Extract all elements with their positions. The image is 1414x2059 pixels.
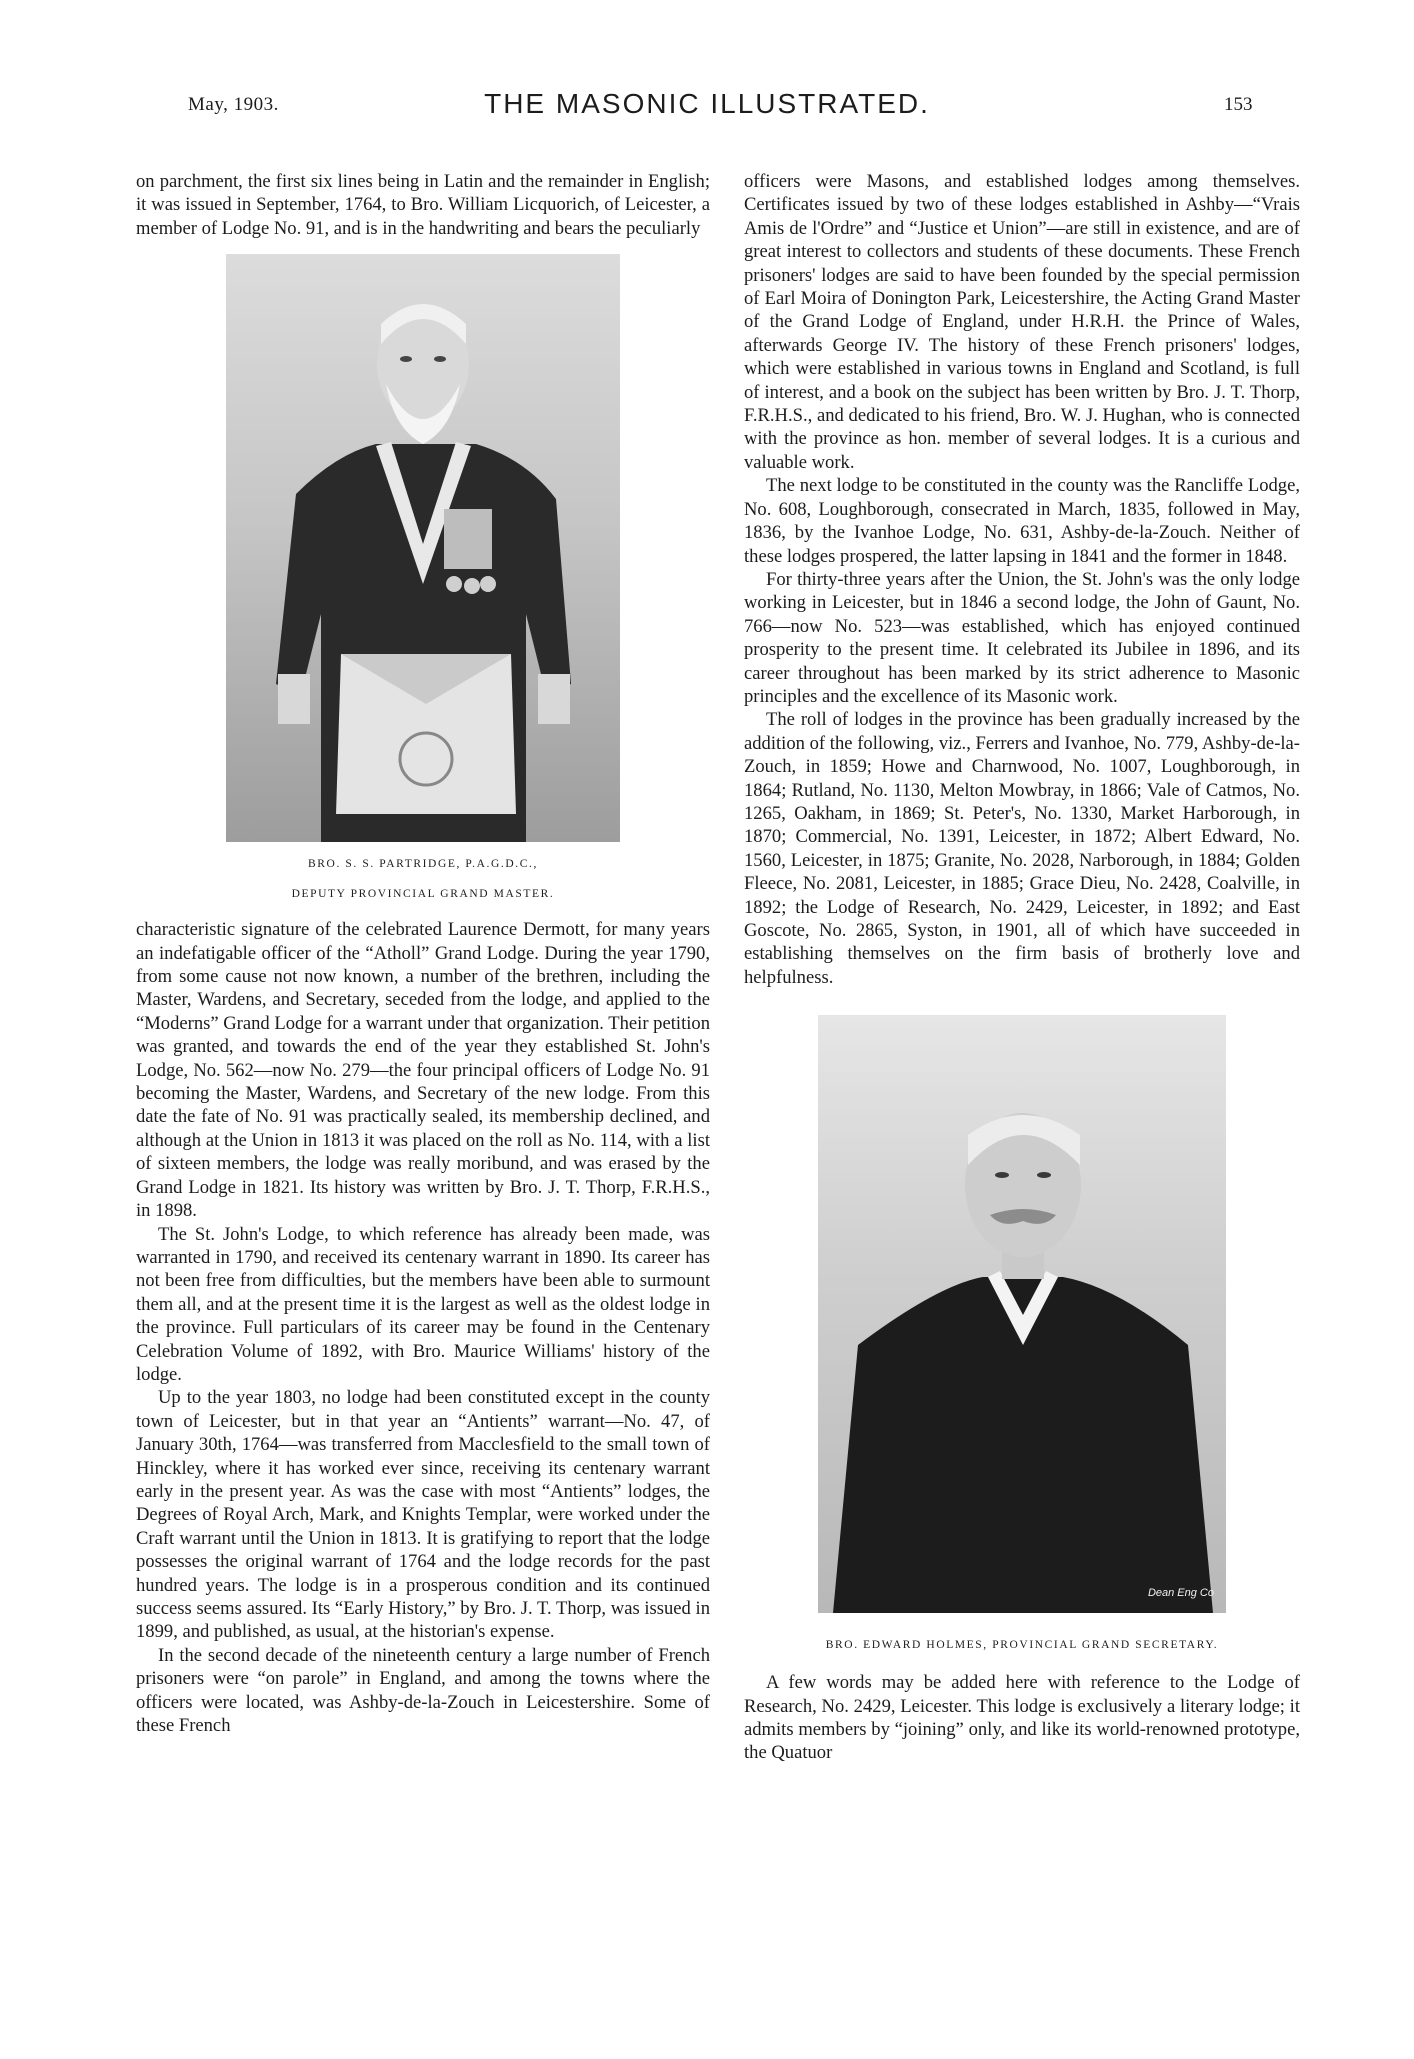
- portrait-illustration: [226, 254, 620, 842]
- figure-caption: BRO. EDWARD HOLMES, PROVINCIAL GRAND SECRETARY.: [825, 1639, 1219, 1652]
- portrait-illustration: [818, 1015, 1226, 1613]
- paragraph: The next lodge to be constituted in the county was the Rancliffe Lodge, No. 608, Loughborough, consecrated in March, 1835, followed in May, 1836, by the Ivanhoe Lodge, No. 631, Ashby-de-la-Zouch. Neither of these lodges prospered, the latter lapsing in 1841 and the former in 1848.: [744, 475, 1300, 567]
- paragraph: The St. John's Lodge, to which reference has already been made, was warranted in 1790, and received its centenary warrant in 1890. Its career has not been free from difficulties, but the members have been able to surmount them all, and at the present time it is the largest as well as the oldest lodge in the province. Full particulars of its career may be found in the Centenary Celebration Volume of 1892, with Bro. Maurice Williams' history of the lodge.: [136, 1223, 710, 1385]
- page-header: [0, 0, 1414, 160]
- paragraph: The roll of lodges in the province has been gradually increased by the addition of the following, viz., Ferrers and Ivanhoe, No. 779, Ashby-de-la-Zouch, in 1859; Howe and Charnwood, No. 1007, Loughborough, in 1864; Rutland, No. 1130, Melton Mowbray, in 1866; Vale of Catmos, No. 1265, Oakham, in 1869; St. Peter's, No. 1330, Market Harborough, in 1870; Commercial, No. 1391, Leicester, in 1872; Albert Edward, No. 1560, Leicester, in 1875; Granite, No. 2028, Narborough, in 1884; Golden Fleece, No. 2081, Leicester, in 1885; Grace Dieu, No. 2428, Coalville, in 1892; the Lodge of Research, No. 2429, Leicester, in 1892; and East Goscote, No. 2865, Syston, in 1901, all of which have succeeded in establishing themselves on the firm basis of brotherly love and helpfulness.: [744, 709, 1300, 988]
- paragraph: Up to the year 1803, no lodge had been constituted except in the county town of Leicester, but in that year an “Antients” warrant—No. 47, of January 30th, 1764—was transferred from Macclesfield to the small town of Hinckley, where it has worked ever since, receiving its centenary warrant early in the present year. As was the case with most “Antients” lodges, the Degrees of Royal Arch, Mark, and Knights Templar, were worked under the Craft warrant until the Union in 1813. It is gratifying to report that the lodge possesses the original warrant of 1764 and the lodge records for the past hundred years. The lodge is in a prosperous condition and its continued success seems assured. Its “Early History,” by Bro. J. T. Thorp, was issued in 1899, and published, as usual, at the historian's expense.: [136, 1387, 710, 1643]
- paragraph: characteristic signature of the celebrated Laurence Dermott, for many years an indefatigable officer of the “Atholl” Grand Lodge. During the year 1790, from some cause not now known, a number of the brethren, including the Master, Wardens, and Secretary, seceded from the lodge, and applied to the “Moderns” Grand Lodge for a warrant under that organization. Their petition was granted, and towards the end of the year they established St. John's Lodge, No. 562—now No. 279—the four principal officers of Lodge No. 91 becoming the Master, Wardens, and Secretary of the new lodge. From this date the fate of No. 91 was practically sealed, its membership declined, and although at the Union in 1813 it was placed on the roll as No. 114, with a list of sixteen members, the lodge was really moribund, and was erased by the Grand Lodge in 1821. Its history was written by Bro. J. T. Thorp, F.R.H.S., in 1898.: [136, 919, 710, 1222]
- figure-holmes: [744, 1015, 1300, 1653]
- figure-partridge: [136, 254, 710, 902]
- portrait-photo: [818, 1015, 1226, 1613]
- paragraph: In the second decade of the nineteenth century a large number of French prisoners were “on parole” in England, and among the towns where the officers were located, was Ashby-de-la-Zouch in Leicestershire. Some of these French: [136, 1644, 710, 1737]
- figure-caption-line: BRO. S. S. PARTRIDGE, P.A.G.D.C.,: [308, 858, 538, 871]
- figure-caption-line: DEPUTY PROVINCIAL GRAND MASTER.: [291, 888, 555, 901]
- paragraph: For thirty-three years after the Union, the St. John's was the only lodge working in Leicester, but in 1846 a second lodge, the John of Gaunt, No. 766—now No. 523—was established, which has enjoyed continued prosperity to the present time. It celebrated its Jubilee in 1896, and its career throughout has been marked by its strict adherence to Masonic principles and the excellence of its Masonic work.: [744, 568, 1300, 707]
- left-column: [136, 170, 710, 1737]
- paragraph: A few words may be added here with reference to the Lodge of Research, No. 2429, Leicester. This lodge is exclusively a literary lodge; it admits members by “joining” only, and like its world-renowned prototype, the Quatuor: [744, 1672, 1300, 1764]
- paragraph: officers were Masons, and established lodges among themselves. Certificates issued by two of these lodges established in Ashby—“Vrais Amis de l'Ordre” and “Justice et Union”—are still in existence, and are of great interest to collectors and students of these documents. These French prisoners' lodges are said to have been founded by the special permission of Earl Moira of Donington Park, Leicestershire, the Acting Grand Master of the Grand Lodge of England, under H.R.H. the Prince of Wales, afterwards George IV. The history of these French prisoners' lodges, which were established in various towns in England and Scotland, is full of interest, and a book on the subject has been written by Bro. J. T. Thorp, F.R.H.S., and dedicated to his friend, Bro. W. J. Hughan, who is connected with the province as hon. member of several lodges. It is a curious and valuable work.: [744, 171, 1300, 473]
- portrait-photo: [226, 254, 620, 842]
- right-column: [744, 170, 1300, 1765]
- publication-title: THE MASONIC ILLUSTRATED.: [484, 88, 930, 119]
- issue-date: May, 1903.: [188, 94, 279, 115]
- page-number: 153: [1224, 94, 1253, 115]
- paragraph: on parchment, the first six lines being in Latin and the remainder in English; it was issued in September, 1764, to Bro. William Licquorich, of Leicester, a member of Lodge No. 91, and is in the handwriting and bears the peculiarly: [136, 171, 710, 239]
- engraver-mark: Dean Eng Co: [1147, 1586, 1214, 1599]
